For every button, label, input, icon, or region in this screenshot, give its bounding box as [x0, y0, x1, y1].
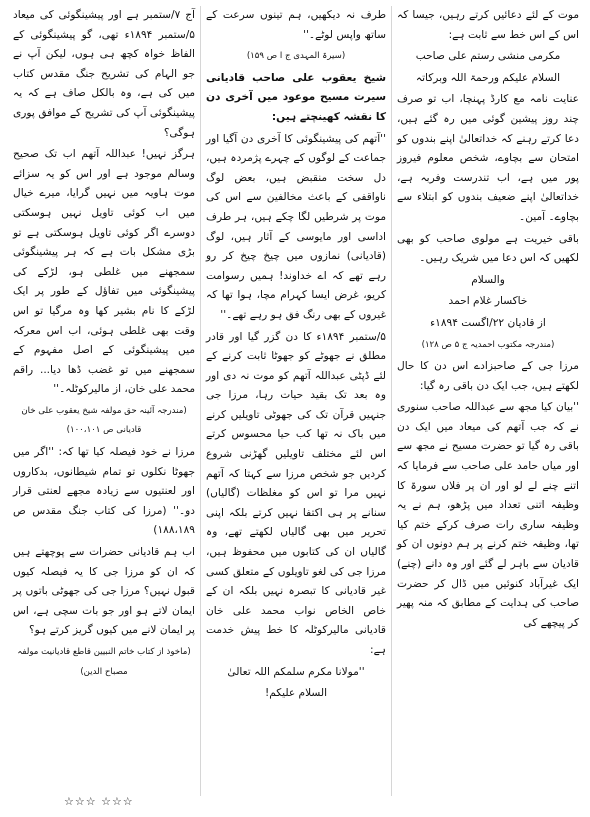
column-right: [392, 6, 584, 796]
paragraph: خاکسار غلام احمد: [448, 295, 528, 308]
paragraph: ۵/ستمبر ۱۸۹۴ء کا دن گزر گیا اور قادر مطلق نے جھوٹے کو جھوٹا ثابت کرنے کے لئے ڈپٹی عبداللہ آتھم کو موت نہ دی اور وہ بعد تک بقید حیات رہا، مرزا جی جنہیں قرآن تک کی جھوٹی تاویلیں کرنے میں باک نہ تھا کب حیا محسوس کرتے اس لئے مختلف تاویلیں گھڑنی شروع کردیں جو شخص مرزا سے کہتا کہ آتھم نہیں مرا تو اس کو مغلظات (گالیاں) سنانے پر ہی اکتفا نہیں کرتے بلکہ اپنی تحریر میں بھی گالیاں لکھتے تھے، وہ گالیاں ان کی کتابوں میں محفوظ ہیں، مرزا جی کی لغو تاویلوں کے متعلق کسی غیر قادیانی کا تبصرہ نہیں بلکہ ان کے خاص الخاص نواب محمد علی خان قادیانی مالیرکوٹلہ کا خط پیش خدمت ہے:: [206, 330, 386, 656]
reference-citation: (مندرجہ آئینہ حق مولفہ شیخ یعقوب علی خان قادیانی ص ۱۰۰،۱۰۱): [21, 405, 187, 436]
paragraph: آج ۷/ستمبر ہے اور پیشینگوئی کی میعاد ۵/ستمبر ۱۸۹۴ء تھی، گو پیشینگوئی کے الفاظ خواہ کچھ ہی ہوں، لیکن آپ نے جو الہام کی تشریح جنگ مقدس کتاب میں کی ہے، وہ بالکل صاف ہے کہ یہ پیشینگوئی آپ کی تشریح کے موافق پوری ہوگی؟: [13, 9, 195, 139]
paragraph: والسلام: [471, 273, 505, 286]
paragraph: ''بیان کیا مجھ سے عبداللہ صاحب سنوری نے کہ جب آتھم کی میعاد میں ایک دن باقی رہ گیا تو حضرت مسیح نے مجھ سے اور میاں حامد علی صاحب سے فرمایا کہ اتنے چنے لے لو اور ان پر فلاں سورۃ کا وظیفہ اتنی تعداد میں پڑھو، ہم نے یہ وظیفہ ساری رات صرف کرکے ختم کیا تھا، وظیفہ ختم کرنے پر ہم دونوں ان کو قادیان سے باہر لے گئے اور وہ دانے (چنے) ایک غیرآباد کنوئیں میں ڈال کر حضرت صاحب کی ہدایت کے مطابق کہ منہ پھیر کر پیچھے کی: [397, 401, 579, 629]
paragraph: موت کے لئے دعائیں کرتے رہیں، جیسا کہ اس کے اس خط سے ثابت ہے:: [397, 9, 579, 41]
column-middle: [200, 6, 392, 796]
paragraph: عنایت نامہ مع کارڈ پہنچا، اب تو صرف چند روز پیشین گوئی میں رہ گئے ہیں، دعا کرتے رہنے کہ خداتعالیٰ اپنے بندوں کو امتحان سے بچاوے، شخص معلوم فیروز پور میں ہے، اب تندرست وفربہ ہے، خداتعالیٰ اپنے ضعیف بندوں کو ابتلاء سے بچاوے۔ آمین۔: [397, 93, 579, 223]
reference-citation: (سیرۃ المہدی ج ا ص ۱۵۹): [246, 51, 346, 62]
column-left: [8, 6, 200, 796]
footer-stars: ☆☆☆ ☆☆☆: [64, 795, 134, 808]
paragraph: طرف نہ دیکھیں، ہم تینوں سرعت کے ساتھ واپس لوٹے۔'': [206, 9, 386, 41]
paragraph: مکرمی منشی رستم علی صاحب: [415, 50, 561, 63]
paragraph: ''مولانا مکرم سلمکم اللہ تعالیٰ: [227, 665, 365, 678]
paragraph: السلام علیکم ورحمۃ اللہ وبرکاتہ: [415, 71, 561, 84]
paragraph: ہرگز نہیں! عبداللہ آتھم اب تک صحیح وسالم موجود ہے اور اس کو یہ سزائے موت ہاویہ میں نہیں گرایا، میرے خیال میں اب کوئی تاویل نہیں ہوسکتی دوسرے اگر کوئی تاویل ہوسکتی ہے تو بڑی مشکل بات ہے کہ ہر پیشینگوئی سمجھنے میں غلطی ہو، لڑکے کی پیشینگوئی میں تفاؤل کے طور پر ایک لڑکے کا نام بشیر کھا وہ مرگیا تو اس وقت بھی غلطی ہوئی، اب اس معرکہ میں پیشینگوئی کے اصل مفہوم کے سمجھنے میں تو غضب ڈھا دیا... راقم محمد علی خان، از مالیرکوٹلہ۔'': [13, 148, 195, 396]
paragraph: مرزا نے خود فیصلہ کیا تھا کہ: ''اگر میں جھوٹا نکلوں تو تمام شیطانوں، بدکاروں اور لعنتیوں سے زیادہ مجھے لعنتی قرار دو۔'' (مرزا کی کتاب جنگ مقدس ص ۱۸۸،۱۸۹): [13, 446, 195, 537]
paragraph: باقی خیریت ہے مولوی صاحب کو بھی لکھیں کہ اس دعا میں شریک رہیں۔: [397, 232, 579, 265]
paragraph: السلام علیکم!: [264, 687, 328, 700]
reference-citation: (مندرجہ مکتوب احمدیہ ج ۵ ص ۱۲۸): [421, 339, 555, 350]
section-heading: شیخ یعقوب علی صاحب قادیانی سیرت مسیح موعود میں آخری دن کا نقشہ کھینچتے ہیں:: [206, 71, 386, 123]
text-columns: [6, 6, 584, 796]
paragraph: ''آتھم کی پیشینگوئی کا آخری دن آگیا اور جماعت کے لوگوں کے چہرے پژمردہ ہیں، دل سخت منقبض ہیں، بعض لوگ ناواقفی کے باعث مخالفین سے اس کی موت پر شرطیں لگا چکے ہیں، ہر طرف اداسی اور مایوسی کے آثار ہیں، لوگ (قادیانی) نمازوں میں چیخ چیخ کر رو رہے تھے کہ اے خداوند! ہمیں رسوامت کریو، غرض ایسا کہرام مچا، ہوا تھا کہ غیروں کے بھی رنگ فق ہو رہے تھے۔'': [206, 132, 386, 321]
paragraph: از قادیان ۲۲/اگست ۱۸۹۴ء: [430, 316, 546, 329]
paragraph: اب ہم قادیانی حضرات سے پوچھتے ہیں کہ ان کو مرزا جی کا یہ فیصلہ کیوں قبول نہیں؟ مرزا جی کی جھوٹی باتوں پر ایمان لاتے ہو اور جو بات سچی ہے، اس پر ایمان لانے میں کیوں گریز کرتے ہو؟: [13, 546, 195, 637]
paragraph: مرزا جی کے صاحبزادے اس دن کا حال لکھتے ہیں، جب ایک دن باقی رہ گیا:: [397, 360, 579, 392]
reference-citation: (ماخوذ از کتاب خاتم النبیین قاطع قادیانیت مولفہ مصباح الدین): [17, 647, 191, 677]
